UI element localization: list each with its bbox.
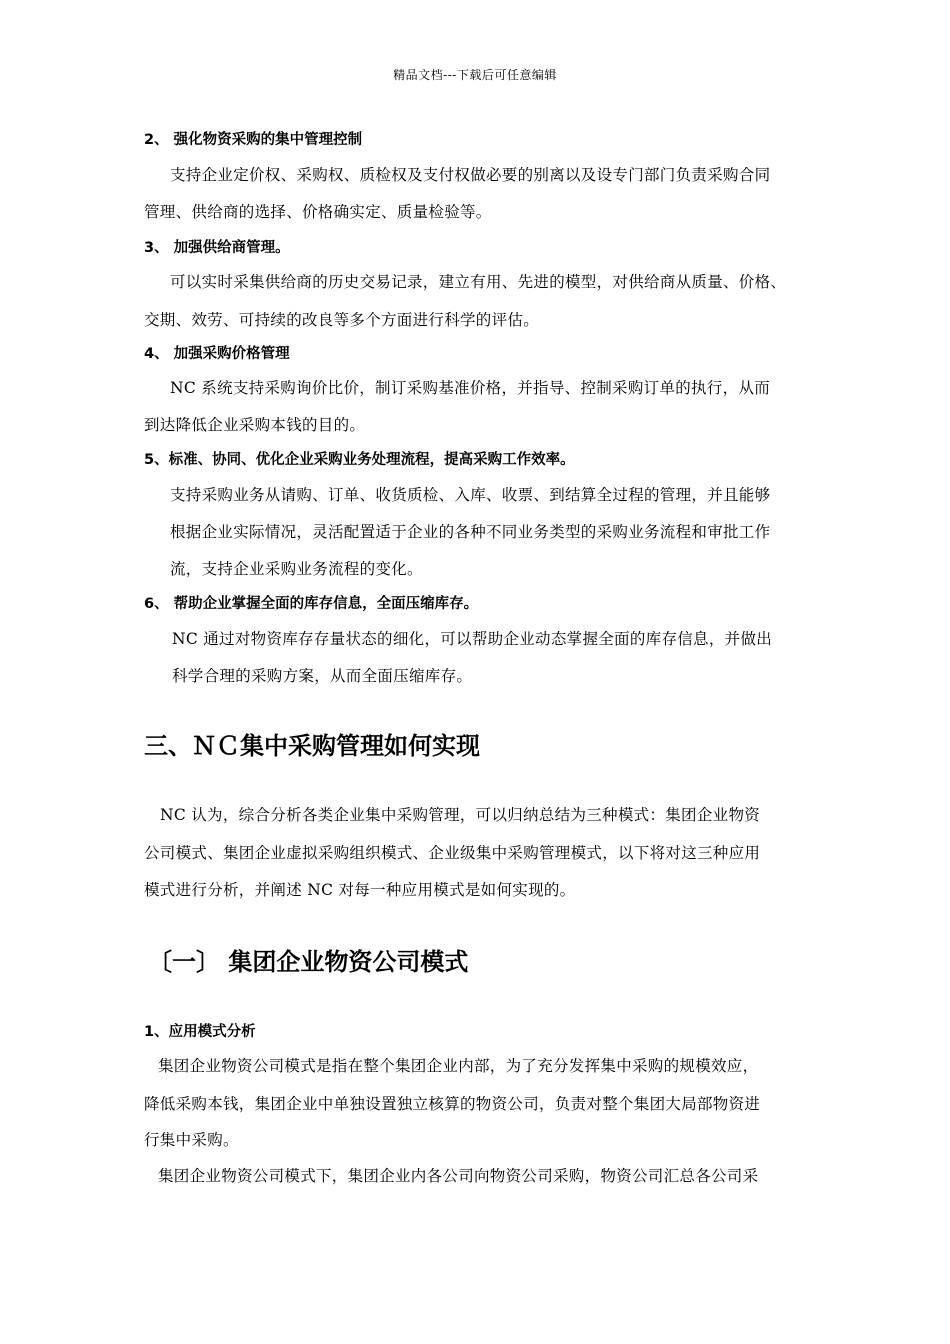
- item-6-line-1: NC 通过对物资库存存量状态的细化，可以帮助企业动态掌握全面的库存信息，并做出: [172, 630, 773, 648]
- item-heading-4: 4、 加强采购价格管理: [144, 346, 290, 362]
- item-5-line-3: 流，支持企业采购业务流程的变化。: [170, 560, 423, 578]
- item-2-line-2: 管理、供给商的选择、价格确实定、质量检验等。: [144, 203, 492, 221]
- section-paragraph-line-3: 模式进行分析，并阐述 NC 对每一种应用模式是如何实现的。: [144, 881, 576, 899]
- section-paragraph-line-2: 公司模式、集团企业虚拟采购组织模式、企业级集中采购管理模式，以下将对这三种应用: [144, 844, 761, 862]
- item-2-line-1: 支持企业定价权、采购权、质检权及支付权做必要的别离以及设专门部门负责采购合同: [170, 166, 771, 184]
- item-5-line-2: 根据企业实际情况，灵活配置适于企业的各种不同业务类型的采购业务流程和审批工作: [170, 523, 771, 541]
- section-title: 三、ＮＣ集中采购管理如何实现: [144, 732, 480, 760]
- subsection-paragraph1-line-2: 降低采购本钱，集团企业中单独设置独立核算的物资公司，负责对整个集团大局部物资进: [144, 1095, 761, 1113]
- item-6-line-2: 科学合理的采购方案，从而全面压缩库存。: [172, 667, 473, 685]
- item-3-line-2: 交期、效劳、可持续的改良等多个方面进行科学的评估。: [144, 311, 540, 329]
- item-heading-6: 6、 帮助企业掌握全面的库存信息，全面压缩库存。: [144, 596, 479, 612]
- page-header: 精品文档---下载后可任意编辑: [393, 68, 557, 82]
- item-heading-3: 3、 加强供给商管理。: [144, 240, 290, 256]
- item-5-line-1: 支持采购业务从请购、订单、收货质检、入库、收票、到结算全过程的管理，并且能够: [170, 486, 771, 504]
- subsection-paragraph1-line-3: 行集中采购。: [144, 1131, 239, 1149]
- item-heading-5: 5、标准、协同、优化企业采购业务处理流程，提高采购工作效率。: [144, 452, 575, 468]
- item-4-line-1: NC 系统支持采购询价比价，制订采购基准价格，并指导、控制采购订单的执行，从而: [170, 379, 771, 397]
- subsection-title: 〔一〕 集团企业物资公司模式: [148, 948, 469, 976]
- subsection-item-heading: 1、应用模式分析: [144, 1024, 256, 1040]
- item-3-line-1: 可以实时采集供给商的历史交易记录，建立有用、先进的模型，对供给商从质量、价格、: [170, 273, 787, 291]
- subsection-paragraph2-line-1: 集团企业物资公司模式下，集团企业内各公司向物资公司采购，物资公司汇总各公司采: [158, 1167, 759, 1185]
- item-heading-2: 2、 强化物资采购的集中管理控制: [144, 132, 363, 148]
- item-4-line-2: 到达降低企业采购本钱的目的。: [144, 416, 366, 434]
- subsection-paragraph1-line-1: 集团企业物资公司模式是指在整个集团企业内部，为了充分发挥集中采购的规模效应，: [158, 1057, 759, 1075]
- section-paragraph-line-1: NC 认为，综合分析各类企业集中采购管理，可以归纳总结为三种模式：集团企业物资: [160, 806, 761, 824]
